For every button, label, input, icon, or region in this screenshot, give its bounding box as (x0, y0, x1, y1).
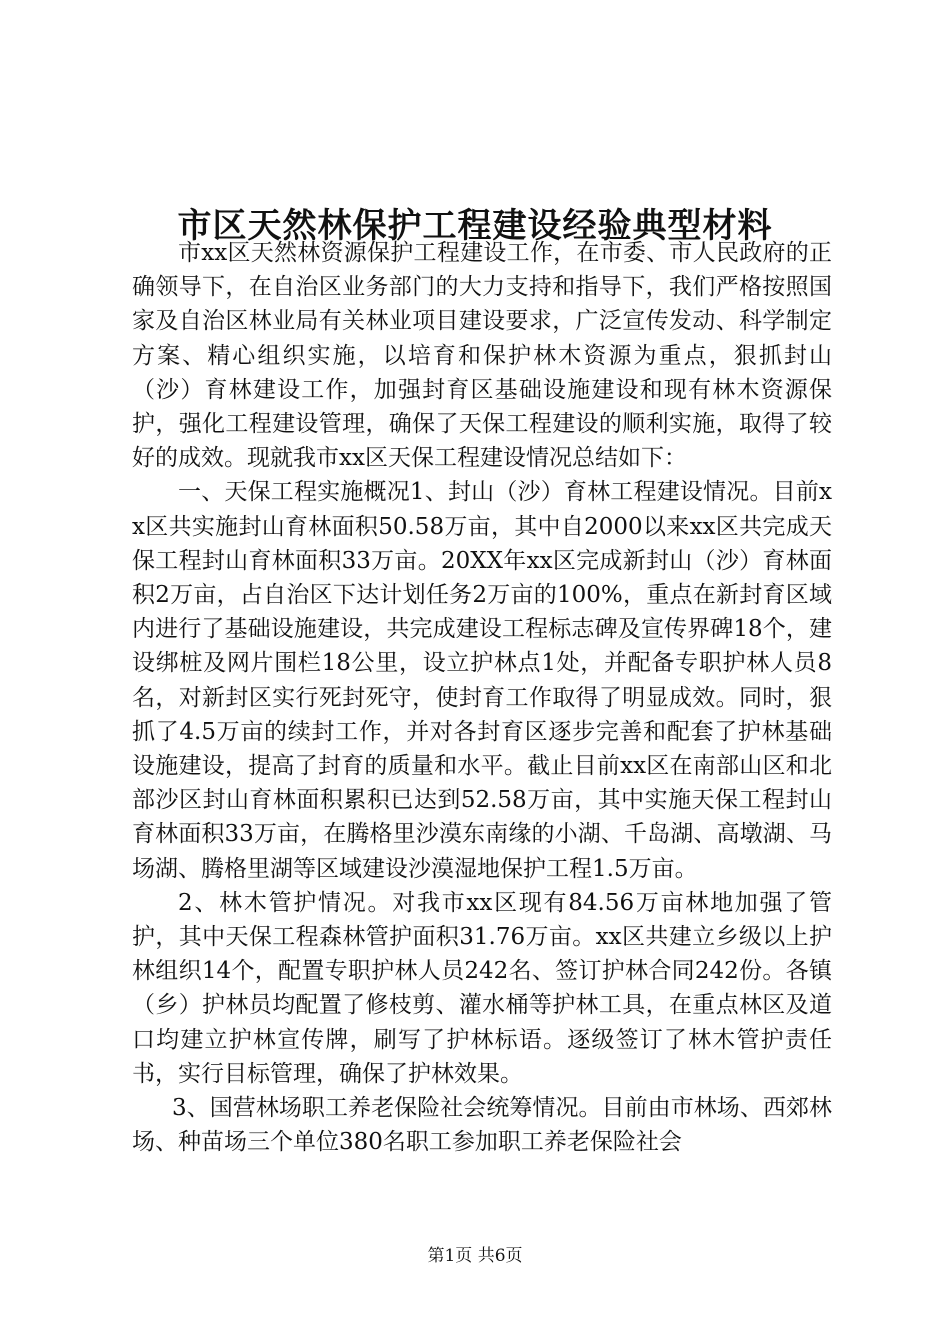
document-body (132, 236, 832, 1159)
paragraph-section-one: 一、天保工程实施概况1、封山（沙）育林工程建设情况。目前xx区共实施封山育林面积50.58万亩，其中自2000以来xx区共完成天保工程封山育林面积33万亩。20XX年xx区完成新封山（沙）育林面积2万亩，占自治区下达计划任务2万亩的100%，重点在新封育区域内进行了基础设施建设，共完成建设工程标志碑及宣传界碑18个，建设绑桩及网片围栏18公里，设立护林点1处，并配备专职护林人员8名，对新封区实行死封死守，使封育工作取得了明显成效。同时，狠抓了4.5万亩的续封工作，并对各封育区逐步完善和配套了护林基础设施建设，提高了封育的质量和水平。截止目前xx区在南部山区和北部沙区封山育林面积累积已达到52.58万亩，其中实施天保工程封山育林面积33万亩，在腾格里沙漠东南缘的小湖、千岛湖、高墩湖、马场湖、腾格里湖等区域建设沙漠湿地保护工程1.5万亩。 (132, 479, 832, 882)
paragraph-intro: 市xx区天然林资源保护工程建设工作，在市委、市人民政府的正确领导下，在自治区业务部门的大力支持和指导下，我们严格按照国家及自治区林业局有关林业项目建设要求，广泛宣传发动、科学制定方案、精心组织实施，以培育和保护林木资源为重点，狠抓封山（沙）育林建设工作，加强封育区基础设施建设和现有林木资源保护，强化工程建设管理，确保了天保工程建设的顺利实施，取得了较好的成效。现就我市xx区天保工程建设情况总结如下： (132, 240, 832, 472)
page-number-footer: 第1页 共6页 (427, 1246, 523, 1266)
paragraph-forest-management: 2、林木管护情况。对我市xx区现有84.56万亩林地加强了管护，其中天保工程森林管护面积31.76万亩。xx区共建立乡级以上护林组织14个，配置专职护林人员242名、签订护林合同242份。各镇（乡）护林员均配置了修枝剪、灌水桶等护林工具，在重点林区及道口均建立护林宣传牌，刷写了护林标语。逐级签订了林木管护责任书，实行目标管理，确保了护林效果。 (132, 889, 832, 1087)
document-title: 市区天然林保护工程建设经验典型材料 (177, 205, 773, 246)
paragraph-pension-insurance: 3、国营林场职工养老保险社会统筹情况。目前由市林场、西郊林场、种苗场三个单位380名职工参加职工养老保险社会 (132, 1095, 832, 1156)
